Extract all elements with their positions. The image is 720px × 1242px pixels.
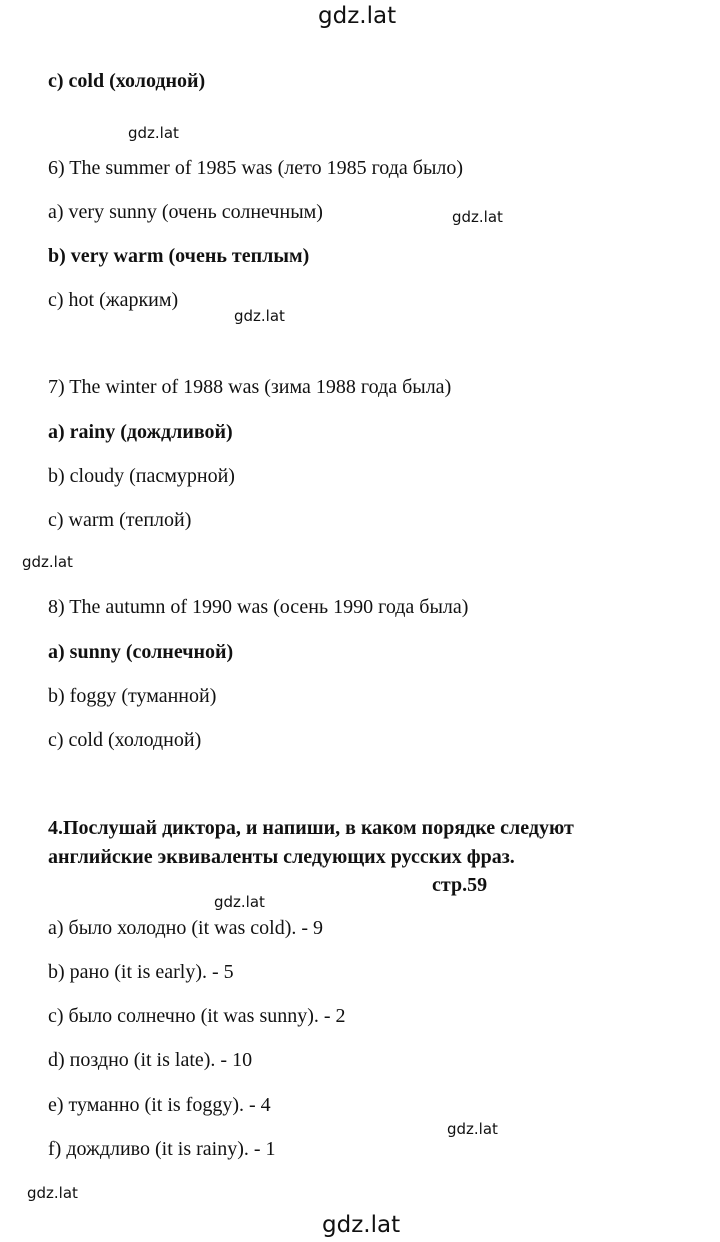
option-line: c) cold (холодной) [48,729,202,751]
task-heading-line2: английские эквиваленты следующих русских фраз. [48,846,515,868]
option-line: c) hot (жарким) [48,289,179,311]
answer-line: b) very warm (очень теплым) [48,245,310,267]
watermark: gdz.lat [27,1184,78,1202]
option-line: b) cloudy (пасмурной) [48,465,235,487]
page-reference: стр.59 [432,874,488,896]
answer-line: a) sunny (солнечной) [48,641,234,663]
task-answer: f) дождливо (it is rainy). - 1 [48,1138,276,1160]
option-line: b) foggy (туманной) [48,685,217,707]
answer-line: c) cold (холодной) [48,70,206,92]
option-line: c) warm (теплой) [48,509,192,531]
watermark: gdz.lat [234,307,285,325]
option-line: a) very sunny (очень солнечным) [48,201,323,223]
task-answer: a) было холодно (it was cold). - 9 [48,917,324,939]
question-line: 6) The summer of 1985 was (лето 1985 года было) [48,157,464,179]
question-line: 7) The winter of 1988 was (зима 1988 года была) [48,376,452,398]
task-answer: b) рано (it is early). - 5 [48,961,234,983]
watermark: gdz.lat [447,1120,498,1138]
task-heading-line1: 4.Послушай диктора, и напиши, в каком порядке следуют [48,817,574,839]
watermark: gdz.lat [214,893,265,911]
answer-line: a) rainy (дождливой) [48,421,233,443]
task-answer: e) туманно (it is foggy). - 4 [48,1094,271,1116]
watermark: gdz.lat [22,553,73,571]
question-line: 8) The autumn of 1990 was (осень 1990 года была) [48,596,469,618]
watermark-bottom: gdz.lat [322,1212,401,1238]
task-answer: c) было солнечно (it was sunny). - 2 [48,1005,346,1027]
watermark-top: gdz.lat [318,3,397,29]
watermark: gdz.lat [452,208,503,226]
task-answer: d) поздно (it is late). - 10 [48,1049,253,1071]
watermark: gdz.lat [128,124,179,142]
